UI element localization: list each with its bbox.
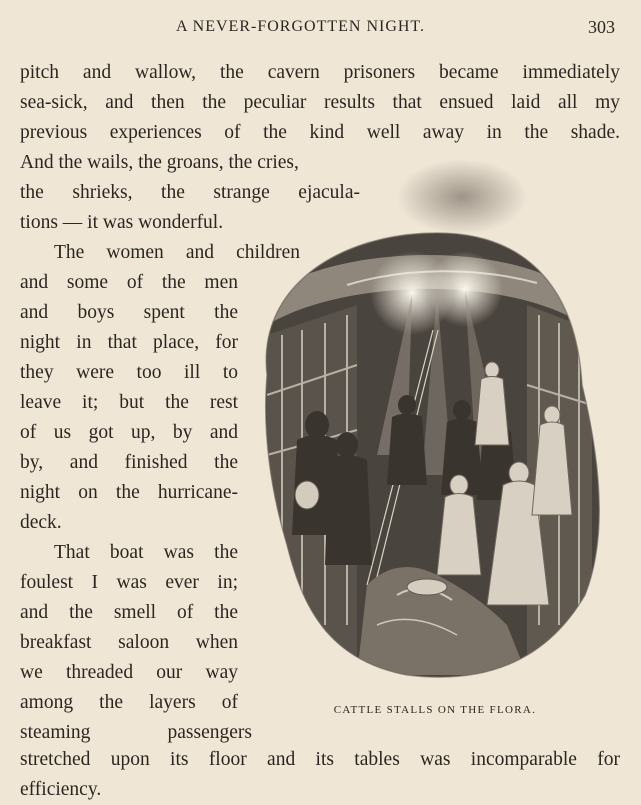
page-number: 303 (588, 17, 615, 37)
text-line: of us got up, by and (20, 422, 238, 443)
text-line: by, and finished the (20, 452, 238, 473)
text-line: night in that place, for (20, 332, 238, 353)
text-line: and the smell of the (20, 602, 238, 623)
smoke-cloud (397, 159, 527, 235)
text-line: That boat was the (54, 542, 238, 563)
running-header (0, 15, 641, 41)
text-line: and boys spent the (20, 302, 238, 323)
text-line: deck. (20, 512, 62, 533)
text-line: sea-sick, and then the peculiar results that ensued laid all my (20, 92, 620, 113)
text-line: the shrieks, the strange ejacula- (20, 182, 360, 203)
text-line: And the wails, the groans, the cries, (20, 152, 299, 173)
text-line: they were too ill to (20, 362, 238, 383)
text-line: tions — it was wonderful. (20, 212, 224, 233)
text-line: night on the hurricane- (20, 482, 238, 503)
text-line: efficiency. (20, 779, 102, 800)
text-line: and some of the men (20, 272, 238, 293)
text-line: foulest I was ever in; (20, 572, 238, 593)
text-line: among the layers of (20, 692, 238, 713)
text-line: pitch and wallow, the cavern prisoners became immediately (20, 62, 620, 83)
cattle-stalls-illustration (247, 155, 615, 695)
text-line: steaming passengers (20, 722, 252, 743)
text-line: breakfast saloon when (20, 632, 238, 653)
text-line: we threaded our way (20, 662, 238, 683)
text-line: The women and children (54, 242, 300, 263)
running-title: A NEVER-FORGOTTEN NIGHT. (176, 18, 426, 35)
text-line: previous experiences of the kind well away in the shade. (20, 122, 620, 143)
text-line: stretched upon its floor and its tables was incomparable for (20, 749, 620, 770)
text-line: leave it; but the rest (20, 392, 238, 413)
illustration-caption: CATTLE STALLS ON THE FLORA. (333, 704, 537, 716)
